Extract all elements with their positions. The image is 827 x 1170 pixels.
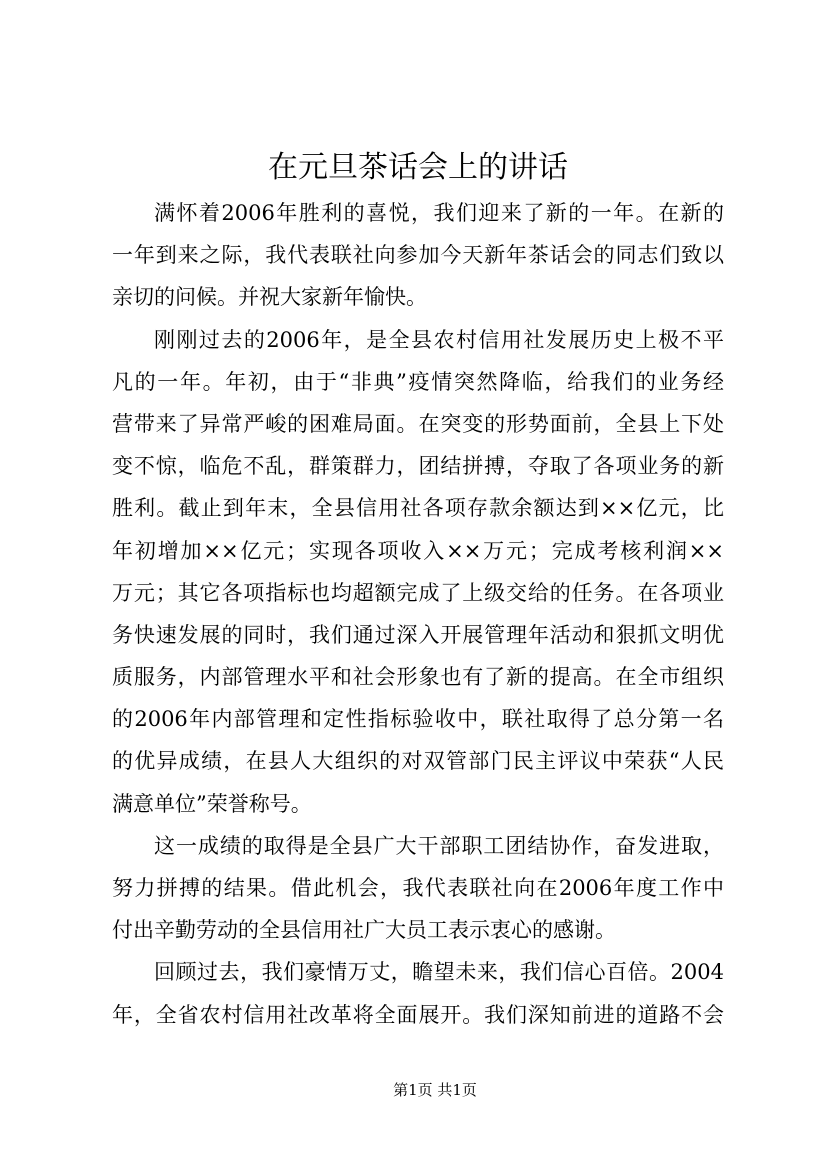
paragraph-line: 年，全省农村信用社改革将全面展开。我们深知前进的道路不会 — [112, 1002, 724, 1027]
paragraph-line: 付出辛勤劳动的全县信用社广大员工表示衷心的感谢。 — [112, 918, 616, 943]
paragraph-line: 的优异成绩，在县人大组织的对双管部门民主评议中荣获“人民 — [112, 749, 724, 774]
paragraph-line: 质服务，内部管理水平和社会形象也有了新的提高。在全市组织 — [112, 665, 724, 690]
document-title: 在元旦茶话会上的讲话 — [268, 150, 568, 185]
paragraph-line: 一年到来之际，我代表联社向参加今天新年茶话会的同志们致以 — [112, 243, 724, 268]
paragraph-line: 努力拼搏的结果。借此机会，我代表联社向在2006年度工作中 — [112, 876, 724, 900]
paragraph — [112, 951, 724, 1035]
page-footer: 第1页 共1页 — [393, 1081, 477, 1099]
paragraph-line: 营带来了异常严峻的困难局面。在突变的形势面前，全县上下处 — [112, 411, 724, 436]
paragraph — [112, 319, 724, 825]
paragraph-line: 回顾过去，我们豪情万丈，瞻望未来，我们信心百倍。2004 — [154, 960, 724, 985]
paragraph-line: 年初增加××亿元；实现各项收入××万元；完成考核利润×× — [112, 538, 724, 563]
paragraph-line: 的2006年内部管理和定性指标验收中，联社取得了总分第一名 — [112, 707, 724, 732]
document-body — [112, 192, 724, 1036]
paragraph-line: 变不惊，临危不乱，群策群力，团结拼搏，夺取了各项业务的新 — [112, 454, 724, 479]
paragraph-line: 刚刚过去的2006年，是全县农村信用社发展历史上极不平 — [154, 327, 724, 352]
paragraph — [112, 825, 724, 952]
paragraph-line: 满意单位”荣誉称号。 — [112, 791, 312, 816]
paragraph-line: 这一成绩的取得是全县广大干部职工团结协作，奋发进取， — [154, 833, 724, 858]
paragraph-line: 务快速发展的同时，我们通过深入开展管理年活动和狠抓文明优 — [112, 622, 724, 647]
paragraph-line: 满怀着2006年胜利的喜悦，我们迎来了新的一年。在新的 — [154, 201, 724, 225]
paragraph-line: 亲切的问候。并祝大家新年愉快。 — [112, 285, 427, 310]
paragraph-line: 万元；其它各项指标也均超额完成了上级交给的任务。在各项业 — [112, 580, 724, 605]
paragraph — [112, 192, 724, 319]
paragraph-line: 胜利。截止到年末，全县信用社各项存款余额达到××亿元，比 — [112, 496, 724, 521]
paragraph-line: 凡的一年。年初，由于“非典”疫情突然降临，给我们的业务经 — [112, 369, 724, 394]
